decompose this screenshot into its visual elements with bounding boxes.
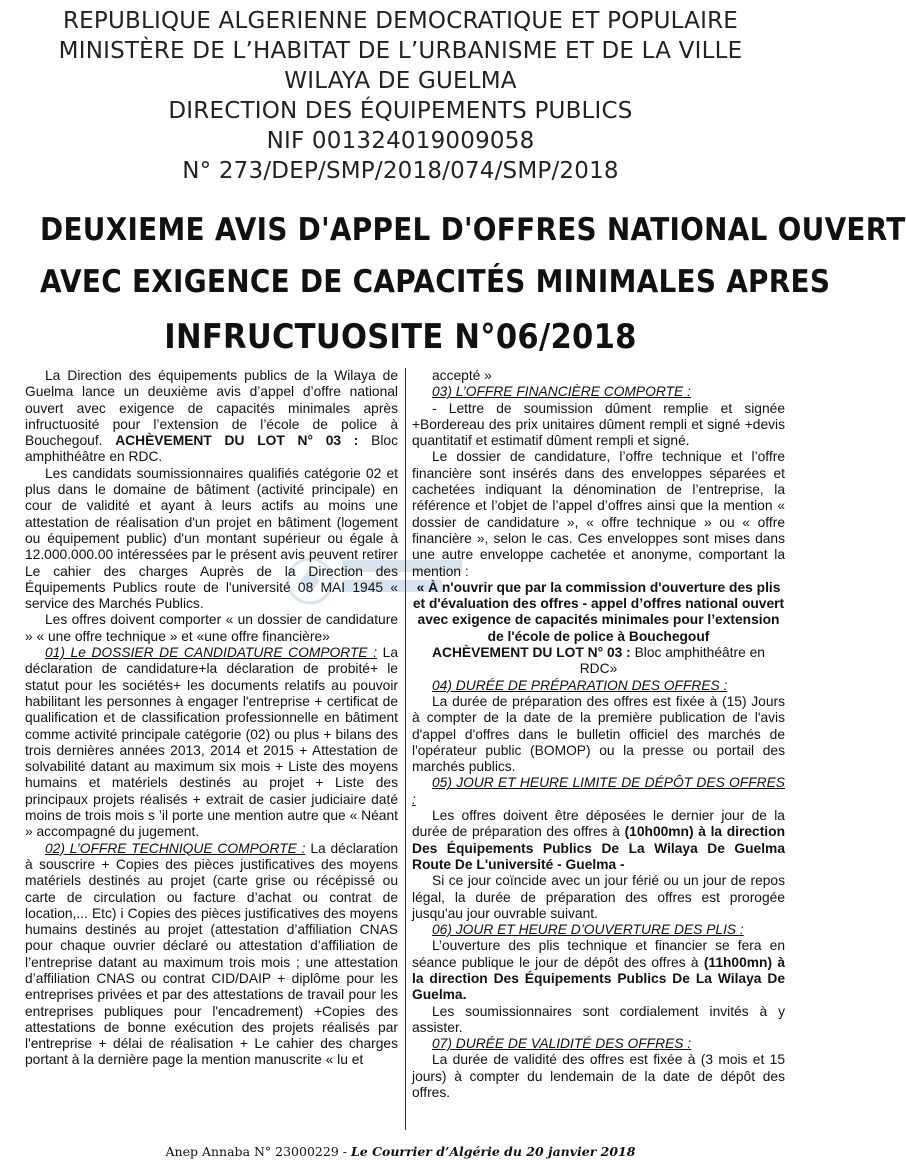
letterhead-line-2: MINISTÈRE DE L’HABITAT DE L’URBANISME ET DE LA VILLE <box>58 38 743 64</box>
letterhead-line-4: DIRECTION DES ÉQUIPEMENTS PUBLICS <box>168 98 633 124</box>
section-06-body: L’ouverture des plis technique et financier se fera en séance publique le jour de dépôt des offres à (11h00mn) à la direction Des Équipements Publics De La Wilaya De Guelma. <box>412 938 785 1003</box>
newspaper-reference: Le Courrier d’Algérie du 20 janvier 2018 <box>350 1144 636 1159</box>
section-06-invite: Les soumissionnaires sont cordialement invités à y assister. <box>412 1003 785 1035</box>
eligibility-paragraph: Les candidats soumissionnaires qualifiés catégorie 02 et plus dans le domaine de bâtiment (activité principale) en cour de validité et ayant à leurs actifs au moins une attestation de réalisation d'un projet en bâtiment (logement ou équipement public) d'un montant supérieur ou égale à 12.000.000.00 intéressées par le présent avis peuvent retirer Le cahier des charges Auprès de la Direction des Équipements Publics route de l'université 08 MAI 1945 « service des Marchés Publics. <box>25 465 398 612</box>
title-line-2: AVEC EXIGENCE DE CAPACITÉS MINIMALES APRES <box>40 264 831 300</box>
section-02: 02) L’OFFRE TECHNIQUE COMPORTE : La déclaration à souscrire + Copies des pièces justificatives des moyens matériels destinés au projet (carte grise ou récépissé ou carte de circulation ou facture d’achat ou contrat de location,... Etc) i Copies des pièces justificatives des moyens humains destinés au projet (attestation d’affiliation CNAS pour chaque ouvrier déclaré ou attestation d’affiliation de l’entreprise datant au maximum trois mois ; une attestation d’affiliation CNAS ou contrat CID/DAIP + diplôme pour les entreprises privées et par des attestations de travail pour les entreprises publiques pour l'encadrement) +Copies des attestations de bonne exécution des projets réalisés par l'entreprise + délai de réalisation + Le cahier des charges portant à la dernière page la mention manuscrite « lu et <box>25 840 398 1068</box>
continued-text: accepté » <box>432 368 492 383</box>
title-line-1: DEUXIEME AVIS D'APPEL D'OFFRES NATIONAL OUVERT <box>40 212 906 248</box>
notice-body <box>25 368 785 1128</box>
section-04-body: La durée de préparation des offres est fixée à (15) Jours à compter de la date de la première publication de l'avis d'appel d'offres dans le bulletin officiel des marchés de l'opérateur public (BOMOP) ou la presse ou portail des marchés publics. <box>412 693 785 775</box>
section-07-heading: 07) DURÉE DE VALIDITÉ DES OFFRES : <box>432 1036 692 1052</box>
section-04-heading: 04) DURÉE DE PRÉPARATION DES OFFRES : <box>432 677 728 693</box>
letterhead-line-6: N° 273/DEP/SMP/2018/074/SMP/2018 <box>182 158 619 184</box>
letterhead-line-3: WILAYA DE GUELMA <box>284 68 517 94</box>
letterhead-line-1: REPUBLIQUE ALGERIENNE DEMOCRATIQUE ET POPULAIRE <box>62 8 739 34</box>
anep-reference: Anep Annaba N° 23000229 - <box>165 1144 347 1159</box>
section-01-heading: 01) Le DOSSIER DE CANDIDATURE COMPORTE : <box>45 645 378 661</box>
intro-paragraph: La Direction des équipements publics de la Wilaya de Guelma lance un deuxième avis d’appel d’offre national ouvert avec exigence de capacités minimales après infructuosité pour l’extension de l’école de police à Bouchegouf. ACHÈVEMENT DU LOT N° 03 : Bloc amphithéâtre en RDC. <box>25 368 398 465</box>
title-line-3: INFRUCTUOSITE N°06/2018 <box>164 317 637 357</box>
left-column <box>25 368 398 1128</box>
publication-footer <box>0 1144 801 1159</box>
section-03-body: - Lettre de soumission dûment remplie et signée +Bordereau des prix unitaires dûment rempli et signé +devis quantitatif et estimatif dûment rempli et signé. <box>412 400 785 449</box>
right-column <box>412 368 785 1128</box>
section-05-body: Les offres doivent être déposées le dernier jour de la durée de préparation des offres à (10h00mn) à la direction Des Équipements Publics De La Wilaya De Guelma Route De L'université - Guelma - <box>412 808 785 872</box>
letterhead-line-5: NIF 001324019009058 <box>266 128 535 154</box>
section-02-heading: 02) L’OFFRE TECHNIQUE COMPORTE : <box>45 840 306 856</box>
section-05-holiday: Si ce jour coïncide avec un jour férié ou un jour de repos légal, la durée de préparation des offres est prorogée jusqu'au jour ouvrable suivant. <box>412 873 785 921</box>
section-07-body: La durée de validité des offres est fixée à (3 mois et 15 jours) à compter du lendemain de la date de dépôt des offres. <box>412 1052 785 1101</box>
section-05-heading: 05) JOUR ET HEURE LIMITE DE DÉPÔT DES OFFRES : <box>412 775 785 807</box>
notice-title <box>40 204 906 366</box>
section-06-heading: 06) JOUR ET HEURE D’OUVERTURE DES PLIS : <box>432 922 744 938</box>
offers-paragraph: Les offres doivent comporter « un dossier de candidature » « une offre technique » et «une offre financière» <box>25 612 398 644</box>
envelope-mention-lot: ACHÈVEMENT DU LOT N° 03 : Bloc amphithéâtre en RDC» <box>432 645 765 677</box>
envelope-paragraph: Le dossier de candidature, l’offre technique et l’offre financière sont insérés dans des enveloppes séparées et cachetées indiquant la dénomination de l’entreprise, la référence et l’objet de l’appel d’offres ainsi que la mention « dossier de candidature », « offre technique » ou « offre financière », selon le cas. Ces enveloppes sont mises dans une autre enveloppe cachetée et anonyme, comportant la mention : <box>412 449 785 579</box>
letterhead <box>0 0 801 186</box>
envelope-mention: « À n'ouvrir que par la commission d'ouverture des plis et d'évaluation des offres - appel d’offres national ouvert avec exigence de capacités minimales pour l’extension de l'école de police à Bouchegouf <box>412 579 785 644</box>
section-01: 01) Le DOSSIER DE CANDIDATURE COMPORTE : La déclaration de candidature+la déclaration de probité+ le statut pour les sociétés+ les documents relatifs au pouvoir habilitant les personnes à engager l'entreprise + certificat de qualification et de classification professionnelle en bâtiment comme activité principale catégorie (02) ou plus + bilans des trois dernières années 2013, 2014 et 2015 + Attestation de solvabilité datant au maximum six mois + Liste des moyens humains et matériels destinés au projet + Liste des principaux projets réalisés + extrait de casier judiciaire daté moins de trois mois s ’il porte une mention autre que « Néant » accompagné du jugement. <box>25 645 398 840</box>
section-03-heading: 03) L’OFFRE FINANCIÈRE COMPORTE : <box>432 384 691 400</box>
